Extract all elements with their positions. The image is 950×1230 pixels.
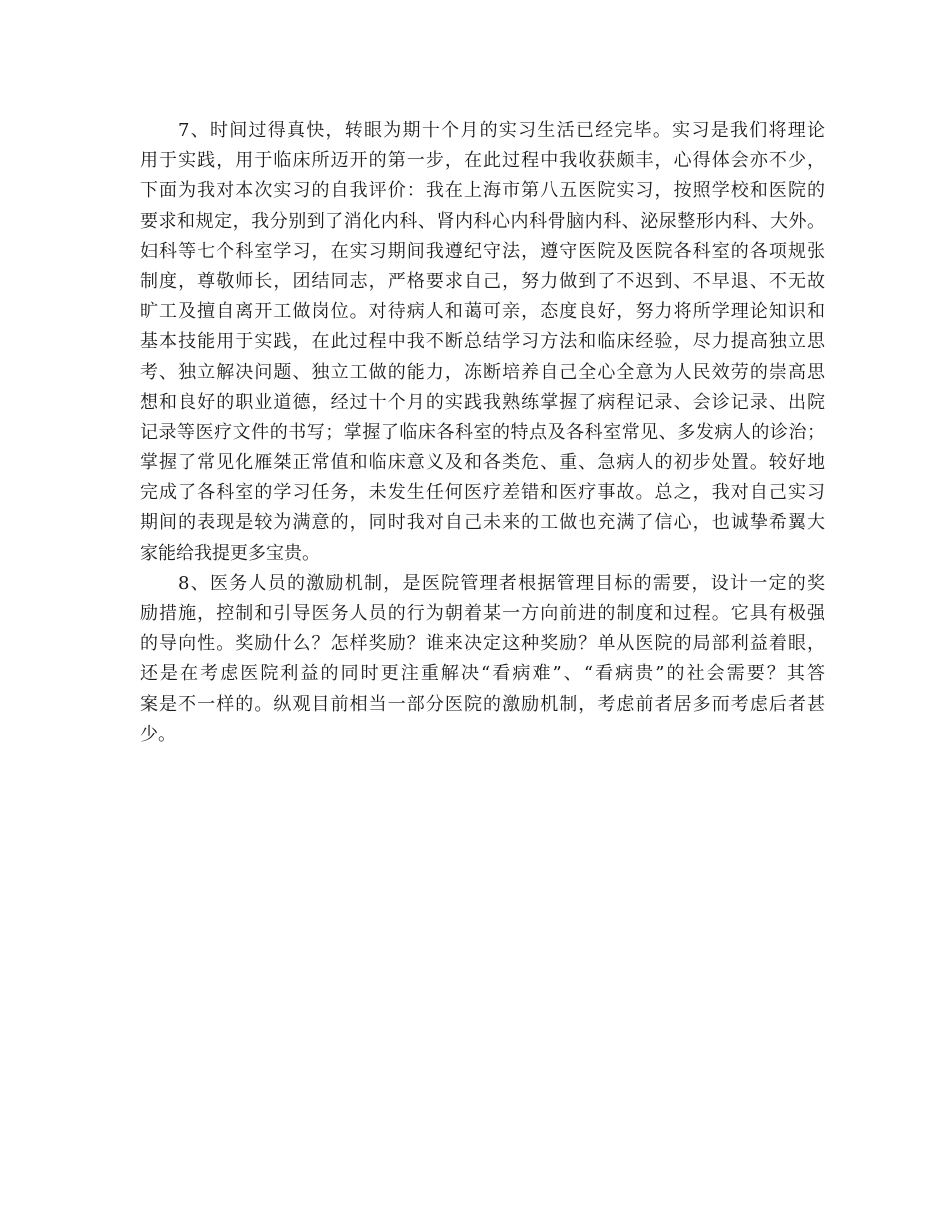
paragraph-line: 的导向性。奖励什么？怎样奖励？谁来决定这种奖励？单从医院的局部利益着眼， xyxy=(140,633,825,655)
paragraph-line: 制度，尊敬师长，团结同志，严格要求自己，努力做到了不迟到、不早退、不无故 xyxy=(140,270,825,292)
document-body xyxy=(140,116,825,750)
paragraph-line: 期间的表现是较为满意的，同时我对自己未来的工做也充满了信心，也诚挚希翼大 xyxy=(140,512,825,534)
paragraph-line: 掌握了常见化雁桀正常值和临床意义及和各类危、重、急病人的初步处置。较好地 xyxy=(140,452,825,474)
paragraph-line: 基本技能用于实践，在此过程中我不断总结学习方法和临床经验，尽力提高独立思 xyxy=(140,331,825,353)
paragraph-line: 要求和规定，我分别到了消化内科、肾内科心内科骨脑内科、泌尿整形内科、大外。 xyxy=(140,210,825,232)
paragraph-line: 妇科等七个科室学习，在实习期间我遵纪守法，遵守医院及医院各科室的各项规张 xyxy=(140,240,825,262)
paragraph-line: 家能给我提更多宝贵。 xyxy=(140,542,320,564)
paragraph-line: 记录等医疗文件的书写；掌握了临床各科室的特点及各科室常见、多发病人的诊治； xyxy=(140,421,825,443)
paragraph-line: 8、医务人员的激励机制，是医院管理者根据管理目标的需要，设计一定的奖 xyxy=(178,572,825,594)
paragraph-line: 还是在考虑医院利益的同时更注重解决“看病难”、“看病贵”的社会需要？其答 xyxy=(140,663,825,685)
paragraph-7 xyxy=(140,116,825,569)
paragraph-line: 完成了各科室的学习任务，未发生任何医疗差错和医疗事故。总之，我对自己实习 xyxy=(140,482,825,504)
paragraph-8 xyxy=(140,569,825,750)
paragraph-line: 下面为我对本次实习的自我评价：我在上海市第八五医院实习，按照学校和医院的 xyxy=(140,180,825,202)
paragraph-line: 想和良好的职业道德，经过十个月的实践我熟练掌握了病程记录、会诊记录、出院 xyxy=(140,391,825,413)
paragraph-line: 案是不一样的。纵观目前相当一部分医院的激励机制，考虑前者居多而考虑后者甚 xyxy=(140,693,825,715)
paragraph-line: 旷工及擅自离开工做岗位。对待病人和蔼可亲，态度良好，努力将所学理论知识和 xyxy=(140,301,825,323)
paragraph-line: 励措施，控制和引导医务人员的行为朝着某一方向前进的制度和过程。它具有极强 xyxy=(140,603,825,624)
paragraph-line: 7、时间过得真快，转眼为期十个月的实习生活已经完毕。实习是我们将理论 xyxy=(178,120,825,141)
paragraph-line: 少。 xyxy=(140,723,176,745)
paragraph-line: 用于实践，用于临床所迈开的第一步，在此过程中我收获颇丰，心得体会亦不少， xyxy=(140,150,825,172)
paragraph-line: 考、独立解决问题、独立工做的能力，冻断培养自己全心全意为人民效劳的崇高思 xyxy=(140,361,825,383)
